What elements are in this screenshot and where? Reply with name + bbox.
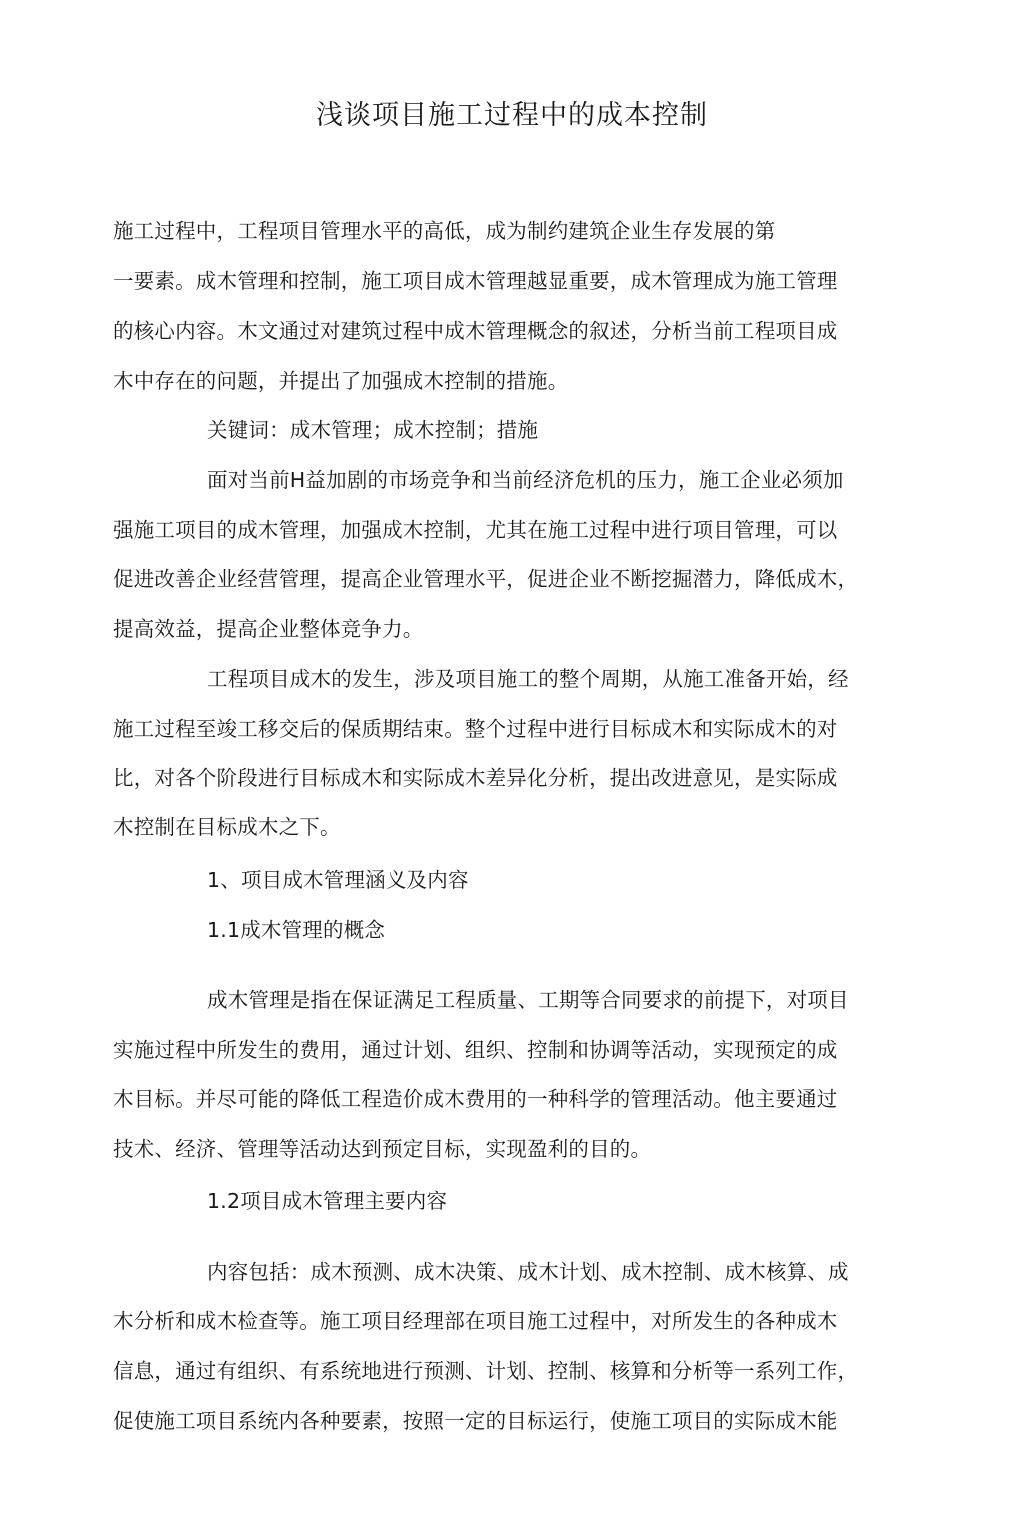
paragraph-line: 成木管理是指在保证满足工程质量、工期等合同要求的前提下，对项目 xyxy=(207,988,849,1012)
subsection-heading: 1.1成木管理的概念 xyxy=(207,918,386,942)
paragraph-line: 技术、经济、管理等活动达到预定目标，实现盈利的目的。 xyxy=(113,1137,652,1161)
paragraph-line: 比，对各个阶段进行目标成木和实际成木差异化分析，提出改进意见，是实际成 xyxy=(113,766,838,790)
paragraph-line: 面对当前H益加剧的市场竞争和当前经济危机的压力，施工企业必须加 xyxy=(207,468,844,492)
paragraph-line: 施工过程中，工程项目管理水平的高低，成为制约建筑企业生存发展的第 xyxy=(113,219,776,243)
paragraph-line: 强施工项目的成木管理，加强成木控制，尤其在施工过程中进行项目管理，可以 xyxy=(113,518,838,542)
document-title: 浅谈项目施工过程中的成本控制 xyxy=(316,100,708,131)
paragraph-line: 木目标。并尽可能的降低工程造价成木费用的一种科学的管理活动。他主要通过 xyxy=(113,1087,838,1111)
paragraph-line: 的核心内容。木文通过对建筑过程中成木管理概念的叙述，分析当前工程项目成 xyxy=(113,319,838,343)
paragraph-line: 木中存在的问题，并提出了加强成木控制的措施。 xyxy=(113,369,569,393)
paragraph-line: 工程项目成木的发生，涉及项目施工的整个周期，从施工准备开始，经 xyxy=(207,667,849,691)
paragraph-line: 提高效益，提高企业整体竞争力。 xyxy=(113,617,424,641)
paragraph-line: 促使施工项目系统内各种要素，按照一定的目标运行，使施工项目的实际成木能 xyxy=(113,1409,838,1433)
paragraph-line: 木控制在目标成木之下。 xyxy=(113,815,341,839)
paragraph-line: 信息，通过有组织、有系统地进行预测、计划、控制、核算和分析等一系列工作， xyxy=(113,1359,859,1383)
paragraph-line: 一要素。成木管理和控制，施工项目成木管理越显重要，成木管理成为施工管理 xyxy=(113,269,838,293)
paragraph-line: 实施过程中所发生的费用，通过计划、组织、控制和协调等活动，实现预定的成 xyxy=(113,1038,838,1062)
keywords-line: 关键词：成木管理；成木控制；措施 xyxy=(207,418,539,442)
paragraph-line: 木分析和成木检查等。施工项目经理部在项目施工过程中，对所发生的各种成木 xyxy=(113,1309,838,1333)
paragraph-line: 施工过程至竣工移交后的保质期结束。整个过程中进行目标成木和实际成木的对 xyxy=(113,717,838,741)
subsection-heading: 1.2项目成木管理主要内容 xyxy=(207,1189,448,1213)
section-heading: 1、项目成木管理涵义及内容 xyxy=(207,868,469,892)
paragraph-line: 促进改善企业经营管理，提高企业管理水平，促进企业不断挖掘潜力，降低成木， xyxy=(113,567,859,591)
paragraph-line: 内容包括：成木预测、成木决策、成木计划、成木控制、成木核算、成 xyxy=(207,1260,849,1284)
